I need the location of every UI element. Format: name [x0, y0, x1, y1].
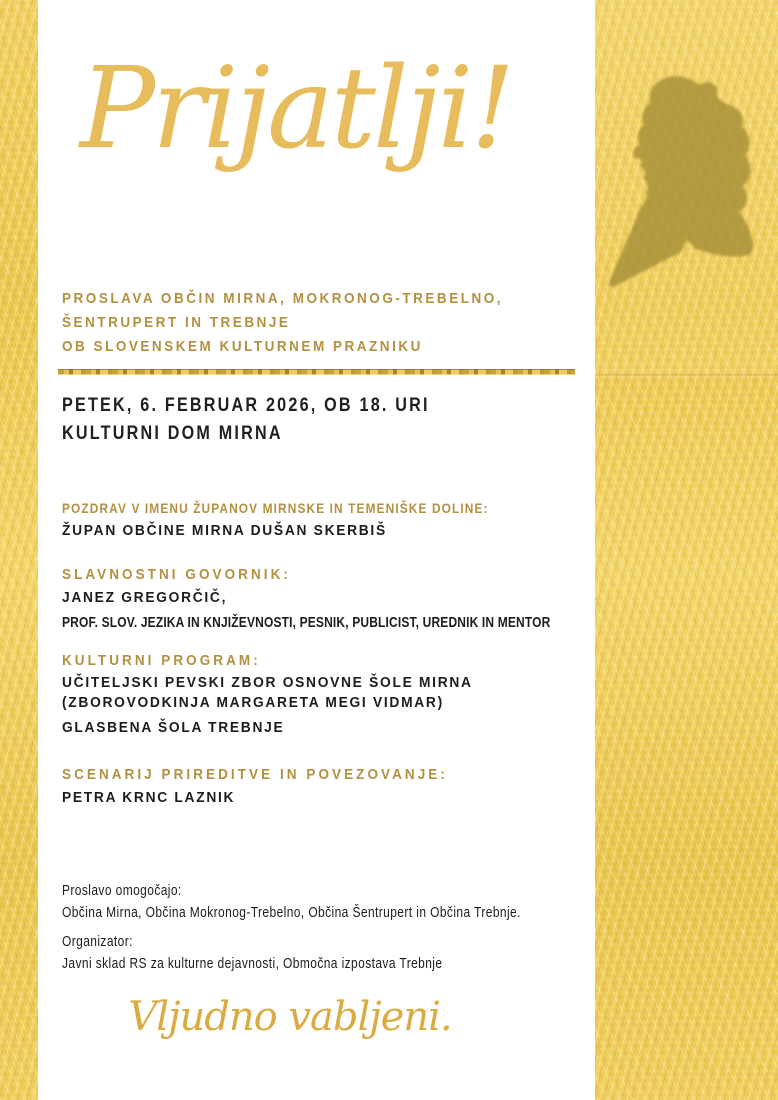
section-script-heading: SCENARIJ PRIREDITVE IN POVEZOVANJE: [62, 766, 448, 783]
event-datetime: PETEK, 6. FEBRUAR 2026, OB 18. URI [62, 395, 430, 416]
gold-foil-right-band [595, 0, 778, 1100]
intro-line-1: PROSLAVA OBČIN MIRNA, MOKRONOG-TREBELNO, [62, 290, 504, 307]
closing-message: Vljudno vabljeni. [128, 994, 452, 1040]
event-date-venue [62, 392, 495, 448]
section-speaker-name: JANEZ GREGORČIČ, [62, 590, 228, 606]
footer-enabled-by: Občina Mirna, Občina Mokronog-Trebelno, Občina Šentrupert in Občina Trebnje. [62, 904, 521, 921]
section-program-line-1: UČITELJSKI PEVSKI ZBOR OSNOVNE ŠOLE MIRNA [62, 675, 473, 691]
section-greeting-heading: POZDRAV V IMENU ŽUPANOV MIRNSKE IN TEMENIŠKE DOLINE: [62, 500, 489, 516]
section-script-name: PETRA KRNC LAZNIK [62, 790, 236, 806]
gold-divider [58, 369, 575, 375]
footer-organizer: Javni sklad RS za kulturne dejavnosti, Območna izpostava Trebnje [62, 955, 443, 972]
section-program-line-3: GLASBENA ŠOLA TREBNJE [62, 720, 285, 736]
section-speaker-description: PROF. SLOV. JEZIKA IN KNJIŽEVNOSTI, PESNIK, PUBLICIST, UREDNIK IN MENTOR [62, 614, 551, 631]
section-program-heading: KULTURNI PROGRAM: [62, 652, 261, 669]
section-program-line-2: (ZBOROVODKINJA MARGARETA MEGI VIDMAR) [62, 695, 444, 711]
event-venue: KULTURNI DOM MIRNA [62, 423, 283, 444]
footer-organizer-label: Organizator: [62, 933, 133, 950]
poster-title: Prijatlji! [79, 44, 513, 174]
preseren-profile-silhouette-icon [595, 70, 778, 300]
footer-enabled-by-label: Proslavo omogočajo: [62, 882, 182, 899]
intro-paragraph [62, 287, 552, 359]
section-greeting-line: ŽUPAN OBČINE MIRNA DUŠAN SKERBIŠ [62, 523, 387, 539]
intro-line-3: OB SLOVENSKEM KULTURNEM PRAZNIKU [62, 338, 423, 355]
section-speaker-heading: SLAVNOSTNI GOVORNIK: [62, 566, 291, 583]
foil-seam [595, 374, 778, 377]
intro-line-2: ŠENTRUPERT IN TREBNJE [62, 314, 291, 331]
